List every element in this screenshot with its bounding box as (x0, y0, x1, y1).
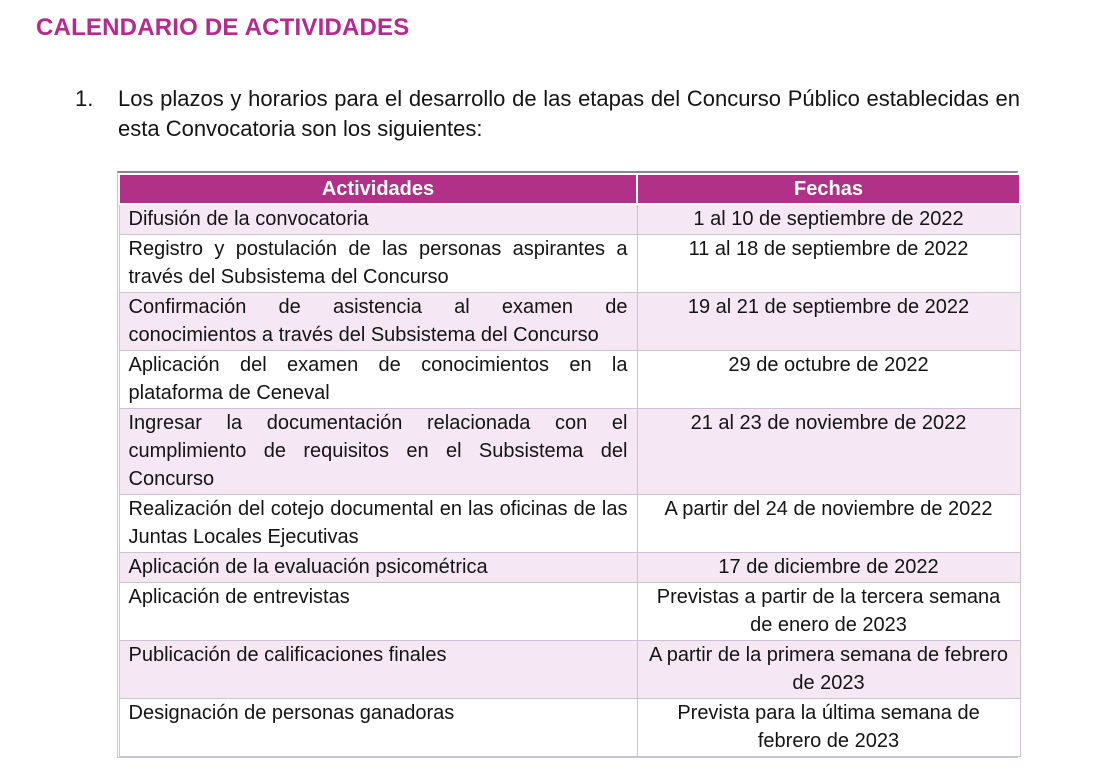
date-cell: A partir del 24 de noviembre de 2022 (637, 495, 1020, 553)
activities-table (118, 173, 1021, 757)
activity-cell: Aplicación del examen de conocimientos en la plataforma de Ceneval (119, 351, 637, 409)
activity-cell: Confirmación de asistencia al examen de conocimientos a través del Subsistema del Concurso (119, 293, 637, 351)
table-row (119, 641, 1020, 699)
activity-cell: Aplicación de entrevistas (119, 583, 637, 641)
activities-table-wrapper (117, 171, 1018, 758)
column-header-fechas: Fechas (637, 174, 1020, 204)
table-row (119, 583, 1020, 641)
activity-cell: Realización del cotejo documental en las oficinas de las Juntas Locales Ejecutivas (119, 495, 637, 553)
table-row (119, 351, 1020, 409)
date-cell: 11 al 18 de septiembre de 2022 (637, 235, 1020, 293)
table-row (119, 293, 1020, 351)
intro-text: Los plazos y horarios para el desarrollo de las etapas del Concurso Público establecidas en esta Convocatoria son los siguientes: (118, 86, 1020, 141)
date-cell: 21 al 23 de noviembre de 2022 (637, 409, 1020, 495)
column-header-actividades: Actividades (119, 174, 637, 204)
activity-cell: Designación de personas ganadoras (119, 699, 637, 757)
date-cell: 1 al 10 de septiembre de 2022 (637, 204, 1020, 235)
intro-item (75, 84, 1020, 144)
date-cell: Prevista para la última semana de febrero de 2023 (637, 699, 1020, 757)
activity-cell: Ingresar la documentación relacionada con el cumplimiento de requisitos en el Subsistema del Concurso (119, 409, 637, 495)
date-cell: 19 al 21 de septiembre de 2022 (637, 293, 1020, 351)
table-row (119, 553, 1020, 583)
table-row (119, 699, 1020, 757)
activity-cell: Aplicación de la evaluación psicométrica (119, 553, 637, 583)
activity-cell: Registro y postulación de las personas aspirantes a través del Subsistema del Concurso (119, 235, 637, 293)
table-row (119, 495, 1020, 553)
date-cell: A partir de la primera semana de febrero de 2023 (637, 641, 1020, 699)
table-row (119, 235, 1020, 293)
date-cell: 29 de octubre de 2022 (637, 351, 1020, 409)
activity-cell: Publicación de calificaciones finales (119, 641, 637, 699)
table-row (119, 204, 1020, 235)
date-cell: 17 de diciembre de 2022 (637, 553, 1020, 583)
date-cell: Previstas a partir de la tercera semana de enero de 2023 (637, 583, 1020, 641)
table-row (119, 409, 1020, 495)
activity-cell: Difusión de la convocatoria (119, 204, 637, 235)
list-number: 1. (75, 86, 94, 111)
page-title: CALENDARIO DE ACTIVIDADES (36, 14, 410, 41)
table-header-row (119, 174, 1020, 204)
